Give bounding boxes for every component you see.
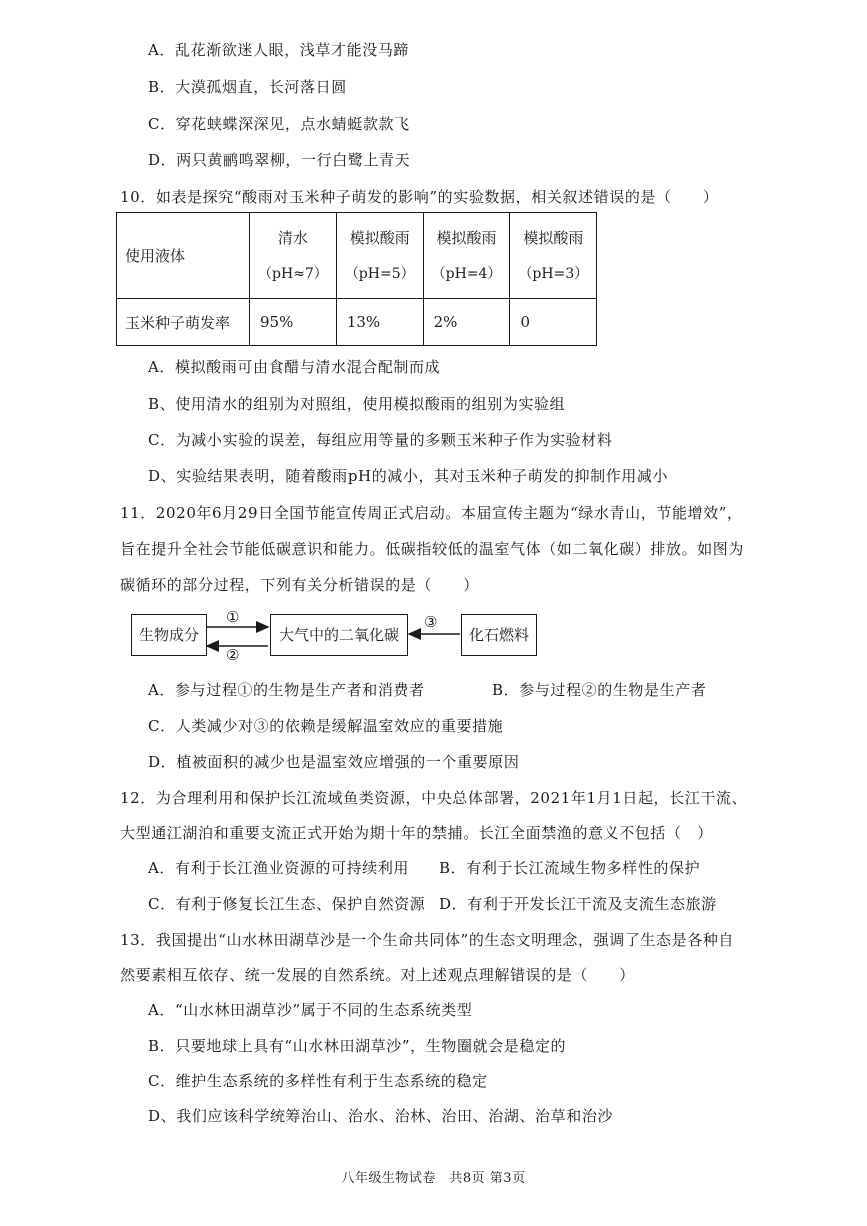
- q10-option-c: C．为减小实验的误差，每组应用等量的多颗玉米种子作为实验材料: [148, 431, 613, 449]
- q10-option-d: D、实验结果表明，随着酸雨pH的减小，其对玉米种子萌发的抑制作用减小: [148, 467, 669, 485]
- q10-option-a: A．模拟酸雨可由食醋与清水混合配制而成: [148, 358, 441, 376]
- table-col-acid-ph4: 模拟酸雨 （pH=4）: [423, 213, 510, 299]
- table-cell-value: 95%: [250, 299, 337, 346]
- q13-option-b: B．只要地球上具有“山水林田湖草沙”，生物圈就会是稳定的: [148, 1037, 567, 1055]
- q10-option-b: B、使用清水的组别为对照组，使用模拟酸雨的组别为实验组: [148, 395, 566, 413]
- q11-stem-line2: 旨在提升全社会节能低碳意识和能力。低碳指较低的温室气体（如二氧化碳）排放。如图为: [120, 540, 745, 558]
- q10-data-table: [116, 212, 597, 346]
- label-process-1: ①: [226, 608, 240, 626]
- label-process-3: ③: [424, 613, 438, 631]
- q12-option-a: A．有利于长江渔业资源的可持续利用: [148, 859, 410, 877]
- q12-option-b: B．有利于长江流域生物多样性的保护: [439, 859, 701, 877]
- q9-option-a: A．乱花渐欲迷人眼，浅草才能没马蹄: [148, 41, 410, 59]
- table-col-water: 清水 （pH≈7）: [250, 213, 337, 299]
- q10-stem: 10．如表是探究“酸雨对玉米种子萌发的影响”的实验数据，相关叙述错误的是（ ）: [120, 188, 719, 206]
- box-atmospheric-co2: 大气中的二氧化碳: [270, 614, 408, 656]
- q13-option-a: A．“山水林田湖草沙”属于不同的生态系统类型: [148, 1001, 473, 1019]
- table-cell-value: 0: [510, 299, 597, 346]
- table-header-liquid: 使用液体: [117, 213, 250, 299]
- q9-option-b: B．大漠孤烟直，长河落日圆: [148, 78, 347, 96]
- table-cell-value: 13%: [336, 299, 423, 346]
- q11-option-a: A．参与过程①的生物是生产者和消费者: [148, 681, 425, 699]
- q11-option-b: B．参与过程②的生物是生产者: [492, 681, 707, 699]
- q9-option-c: C．穿花蛱蝶深深见，点水蜻蜓款款飞: [148, 115, 410, 133]
- box-fossil-fuel: 化石燃料: [461, 614, 537, 656]
- q13-stem-line1: 13．我国提出“山水林田湖草沙是一个生命共同体”的生态文明理念，强调了生态是各种自: [120, 931, 735, 949]
- q13-stem-line2: 然要素相互依存、统一发展的自然系统。对上述观点理解错误的是（ ）: [120, 966, 635, 984]
- q11-option-d: D．植被面积的减少也是温室效应增强的一个重要原因: [148, 753, 520, 771]
- q13-option-c: C．维护生态系统的多样性有利于生态系统的稳定: [148, 1072, 488, 1090]
- page-footer: 八年级生物试卷 共8页 第3页: [341, 1171, 526, 1186]
- q11-stem-line3: 碳循环的部分过程，下列有关分析错误的是（ ）: [120, 576, 479, 594]
- q11-option-c: C．人类减少对③的依赖是缓解温室效应的重要措施: [148, 717, 504, 735]
- q11-stem-line1: 11．2020年6月29日全国节能宣传周正式启动。本届宣传主题为“绿水青山，节能增效”，: [120, 504, 743, 522]
- table-col-acid-ph3: 模拟酸雨 （pH=3）: [510, 213, 597, 299]
- q12-option-d: D．有利于开发长江干流及支流生态旅游: [439, 895, 717, 913]
- q12-option-c: C．有利于修复长江生态、保护自然资源: [148, 895, 426, 913]
- q9-option-d: D．两只黄鹂鸣翠柳，一行白鹭上青天: [148, 151, 411, 169]
- q12-stem-line2: 大型通江湖泊和重要支流正式开始为期十年的禁捕。长江全面禁渔的意义不包括（ ）: [120, 824, 713, 842]
- table-col-acid-ph5: 模拟酸雨 （pH=5）: [336, 213, 423, 299]
- table-cell-value: 2%: [423, 299, 510, 346]
- label-process-2: ②: [226, 646, 240, 664]
- table-header-germination-rate: 玉米种子萌发率: [117, 299, 250, 346]
- q12-stem-line1: 12．为合理利用和保护长江流域鱼类资源，中央总体部署，2021年1月1日起，长江干流、: [120, 789, 748, 807]
- q13-option-d: D、我们应该科学统筹治山、治水、治林、治田、治湖、治草和治沙: [148, 1107, 614, 1125]
- box-biotic-component: 生物成分: [131, 614, 207, 656]
